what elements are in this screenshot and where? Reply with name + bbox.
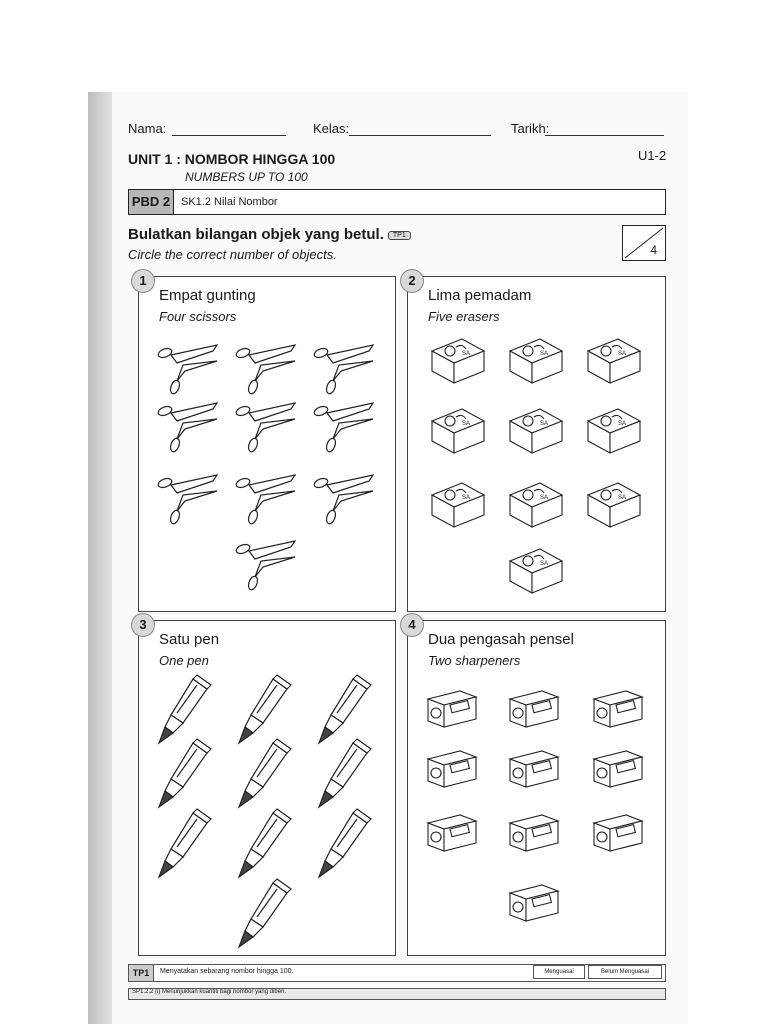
svg-text:SA: SA [540, 561, 549, 567]
pbd-tag: PBD 2 [129, 190, 174, 214]
question-subtitle: One pen [159, 653, 209, 668]
scissors-icon[interactable] [233, 343, 297, 404]
eraser-icon[interactable] [506, 403, 566, 464]
question-subtitle: Five erasers [428, 309, 500, 324]
sharpener-icon[interactable] [506, 809, 562, 858]
question-panel-1 [138, 273, 396, 612]
eraser-icon[interactable] [506, 333, 566, 394]
question-panel-4 [407, 617, 666, 956]
scissors-icon[interactable] [311, 343, 375, 404]
not-mastered-checkbox[interactable]: Belum Menguasai [588, 965, 662, 979]
svg-text:SA: SA [540, 495, 549, 501]
eraser-icon[interactable] [506, 543, 566, 604]
scissors-icon[interactable] [155, 473, 219, 534]
pen-icon[interactable] [313, 807, 373, 884]
sharpener-icon[interactable] [506, 685, 562, 734]
tp-footer-tag: TP1 [128, 964, 154, 982]
pen-icon[interactable] [153, 737, 213, 814]
class-label: Kelas: [313, 121, 350, 136]
eraser-icon[interactable] [584, 333, 644, 394]
eraser-icon[interactable] [506, 477, 566, 538]
sharpener-icon[interactable] [590, 685, 646, 734]
score-diagonal-icon [623, 226, 665, 260]
question-title: Satu pen [159, 631, 220, 648]
scissors-icon[interactable] [233, 473, 297, 534]
scissors-icon[interactable] [311, 473, 375, 534]
sharpener-icon[interactable] [590, 809, 646, 858]
page-code: U1-2 [638, 148, 667, 163]
sharpener-icon[interactable] [424, 745, 480, 794]
scissors-icon[interactable] [311, 401, 375, 462]
sp-footer-text: SP1.2.2 (i) Menunjukkan kuantiti bagi nombor yang diberi. [132, 989, 287, 995]
date-field[interactable] [545, 134, 664, 136]
unit-subtitle: NUMBERS UP TO 100 [185, 170, 308, 184]
svg-text:SA: SA [618, 421, 627, 427]
pen-icon[interactable] [233, 807, 293, 884]
sharpener-icon[interactable] [506, 745, 562, 794]
question-title: Dua pengasah pensel [428, 631, 574, 648]
question-number: 2 [400, 269, 424, 293]
name-field[interactable] [172, 134, 286, 136]
tp-badge: TP1 [388, 231, 411, 240]
svg-text:SA: SA [462, 421, 471, 427]
eraser-icon[interactable] [428, 333, 488, 394]
class-field[interactable] [349, 134, 491, 136]
score-box[interactable] [622, 225, 666, 261]
score-total: 4 [650, 243, 657, 257]
date-label: Tarikh: [511, 121, 550, 136]
pen-icon[interactable] [233, 737, 293, 814]
question-subtitle: Two sharpeners [428, 653, 521, 668]
pbd-bar [128, 189, 666, 215]
question-panel-2 [407, 273, 666, 612]
mastered-checkbox[interactable]: Menguasai [533, 965, 585, 979]
question-number: 4 [400, 613, 424, 637]
scissors-icon[interactable] [233, 401, 297, 462]
question-panel-3 [138, 617, 396, 956]
question-number: 3 [131, 613, 155, 637]
question-title: Lima pemadam [428, 287, 532, 304]
sharpener-icon[interactable] [506, 879, 562, 928]
scissors-icon[interactable] [155, 401, 219, 462]
eraser-icon[interactable] [584, 403, 644, 464]
sharpener-icon[interactable] [424, 685, 480, 734]
eraser-icon[interactable] [584, 477, 644, 538]
question-subtitle: Four scissors [159, 309, 237, 324]
tp-footer-text: Menyatakan sebarang nombor hingga 100. [160, 968, 294, 975]
scissors-icon[interactable] [155, 343, 219, 404]
instruction-main [128, 226, 411, 243]
instruction-main-text: Bulatkan bilangan objek yang betul. [128, 226, 384, 243]
sharpener-icon[interactable] [424, 809, 480, 858]
eraser-icon[interactable] [428, 477, 488, 538]
svg-text:SA: SA [618, 495, 627, 501]
eraser-icon[interactable] [428, 403, 488, 464]
svg-text:SA: SA [462, 495, 471, 501]
scissors-icon[interactable] [233, 539, 297, 600]
svg-text:SA: SA [540, 421, 549, 427]
svg-text:SA: SA [618, 351, 627, 357]
question-title: Empat gunting [159, 287, 256, 304]
instruction-sub: Circle the correct number of objects. [128, 247, 337, 262]
pen-icon[interactable] [313, 737, 373, 814]
svg-text:SA: SA [540, 351, 549, 357]
pen-icon[interactable] [233, 877, 293, 954]
sharpener-icon[interactable] [590, 745, 646, 794]
pbd-text: SK1.2 Nilai Nombor [181, 196, 278, 208]
pen-icon[interactable] [153, 807, 213, 884]
question-number: 1 [131, 269, 155, 293]
svg-text:SA: SA [462, 351, 471, 357]
unit-title: UNIT 1 : NOMBOR HINGGA 100 [128, 151, 336, 167]
name-label: Nama: [128, 121, 167, 136]
